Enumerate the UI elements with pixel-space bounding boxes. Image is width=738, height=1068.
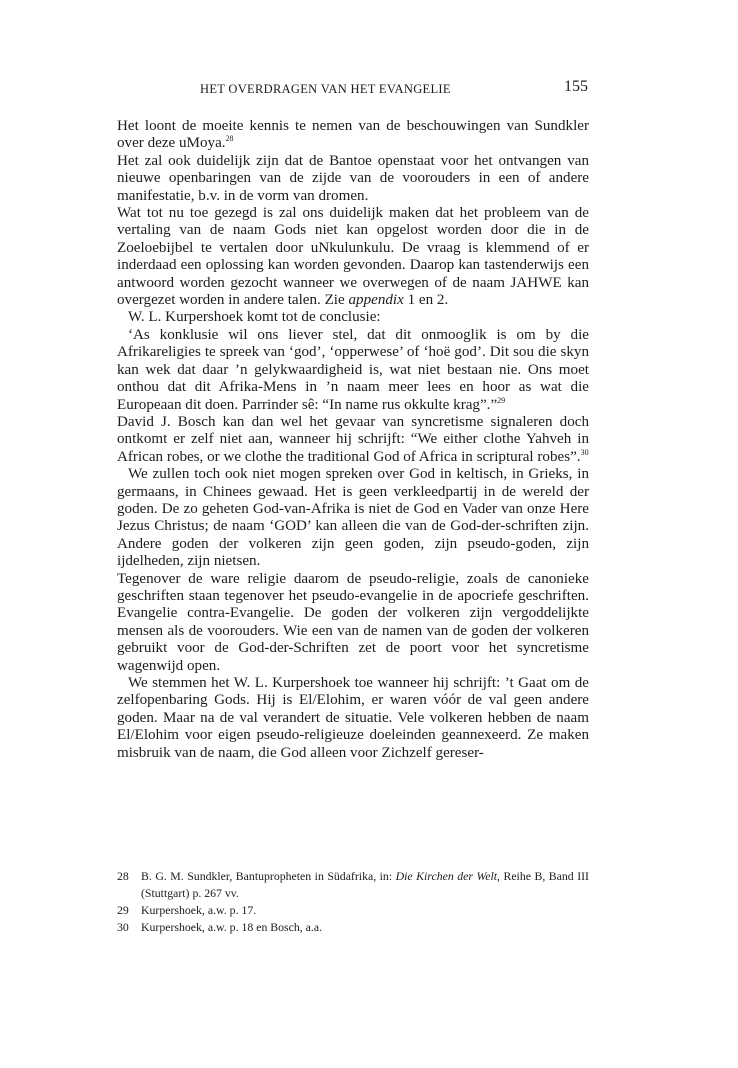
page-number: 155 [564,78,588,95]
footnote-text: B. G. M. Sundkler, Bantupropheten in Südafrika, in: Die Kirchen der Welt, Reihe B, Band III (Stuttgart) p. 267 vv. [141,869,589,900]
paragraph: Het zal ook duidelijk zijn dat de Bantoe openstaat voor het ontvangen van nieuwe openbaringen van de zijde van de voorouders in een of andere manifestatie, b.v. in de vorm van dromen. [117,152,589,204]
paragraph: We zullen toch ook niet mogen spreken over God in keltisch, in Grieks, in germaans, in Chinees gewaad. Het is geen verkleedpartij in de wereld der goden. De zo geheten God-van-Afrika is niet de God en Vader van onze Here Jezus Christus; de naam ‘GOD’ kan alleen die van de God-der-schriften zijn. Andere goden der volkeren zijn geen goden, zijn pseudo-goden, zijn ijdelheden, zijn nietsen. [117,466,589,570]
footnote [117,868,589,902]
page-header [118,78,590,102]
footnote-text: Kurpershoek, a.w. p. 17. [141,903,257,917]
paragraph: We stemmen het W. L. Kurpershoek toe wanneer hij schrijft: ’t Gaat om de zelfopenbaring Gods. Hij is El/Elohim, er waren vóór de val geen andere goden. Maar na de val verandert de situatie. Vele volkeren hebben de naam El/Elohim voor eigen pseudo-religieuze doeleinden geannexeerd. Ze maken misbruik van de naam, die God alleen voor Zichzelf gereser- [117,675,589,761]
paragraph: Tegenover de ware religie daarom de pseudo-religie, zoals de canonieke geschriften staan tegenover het pseudo-evangelie in de apocriefe geschriften. Evangelie contra-Evangelie. De goden der volkeren zijn vergoddelijkte mensen als de voorouders. Wie een van de namen van de goden der volkeren gebruikt voor de God-der-Schriften zet de poort voor het syncretisme wagenwijd open. [117,570,589,674]
footnote-number: 28 [117,869,129,883]
block-quote: ‘As konklusie wil ons liever stel, dat dit onmooglik is om by die Afrikareligies te spreek van ‘god’, ‘opperwese’ of ‘hoë god’. Dit sou die skyn kan wek dat daar ’n gelykwaardigheid is, wat niet bestaan nie. Ons moet onthou dat dit Afrika-Mens in ’n naam meer lees en hoor as wat die Europeaan dit doen. Parrinder sê: “In name rus okkulte krag”.”$^{29}$ [117,326,589,413]
paragraph: W. L. Kurpershoek komt tot de conclusie: [128,309,381,326]
footnote-ref: 30 [580,447,589,457]
footnotes [117,868,589,936]
paragraph: David J. Bosch kan dan wel het gevaar van syncretisme signaleren doch ontkomt er zelf niet aan, wanneer hij schrijft: “We either clothe Yahveh in African robes, or we clothe the traditional God of Africa in scriptural robes”.$^{30}$ [117,413,589,465]
footnote-ref: 29 [497,395,506,405]
footnote [117,919,589,936]
body-text [117,118,589,762]
footnote-number: 30 [117,920,129,934]
paragraph: Het loont de moeite kennis te nemen van de beschouwingen van Sundkler over deze uMoya.$^{28}$ [117,118,589,152]
footnote-text: Kurpershoek, a.w. p. 18 en Bosch, a.a. [141,920,323,934]
footnote-ref: 28 [225,134,234,144]
footnote [117,902,589,919]
running-title: HET OVERDRAGEN VAN HET EVANGELIE [200,82,451,96]
footnote-number: 29 [117,903,129,917]
paragraph: Wat tot nu toe gezegd is zal ons duidelijk maken dat het probleem van de vertaling van de naam Gods niet kan opgelost worden door die in de Zoeloebijbel te vertalen door uNkulunkulu. De vraag is klemmend of er inderdaad een oplossing kan worden gevonden. Daarop kan tastenderwijs een antwoord worden gezocht wanneer we overwegen of de naam JAHWE kan overgezet worden in andere talen. Zie appendix 1 en 2. [117,205,589,309]
